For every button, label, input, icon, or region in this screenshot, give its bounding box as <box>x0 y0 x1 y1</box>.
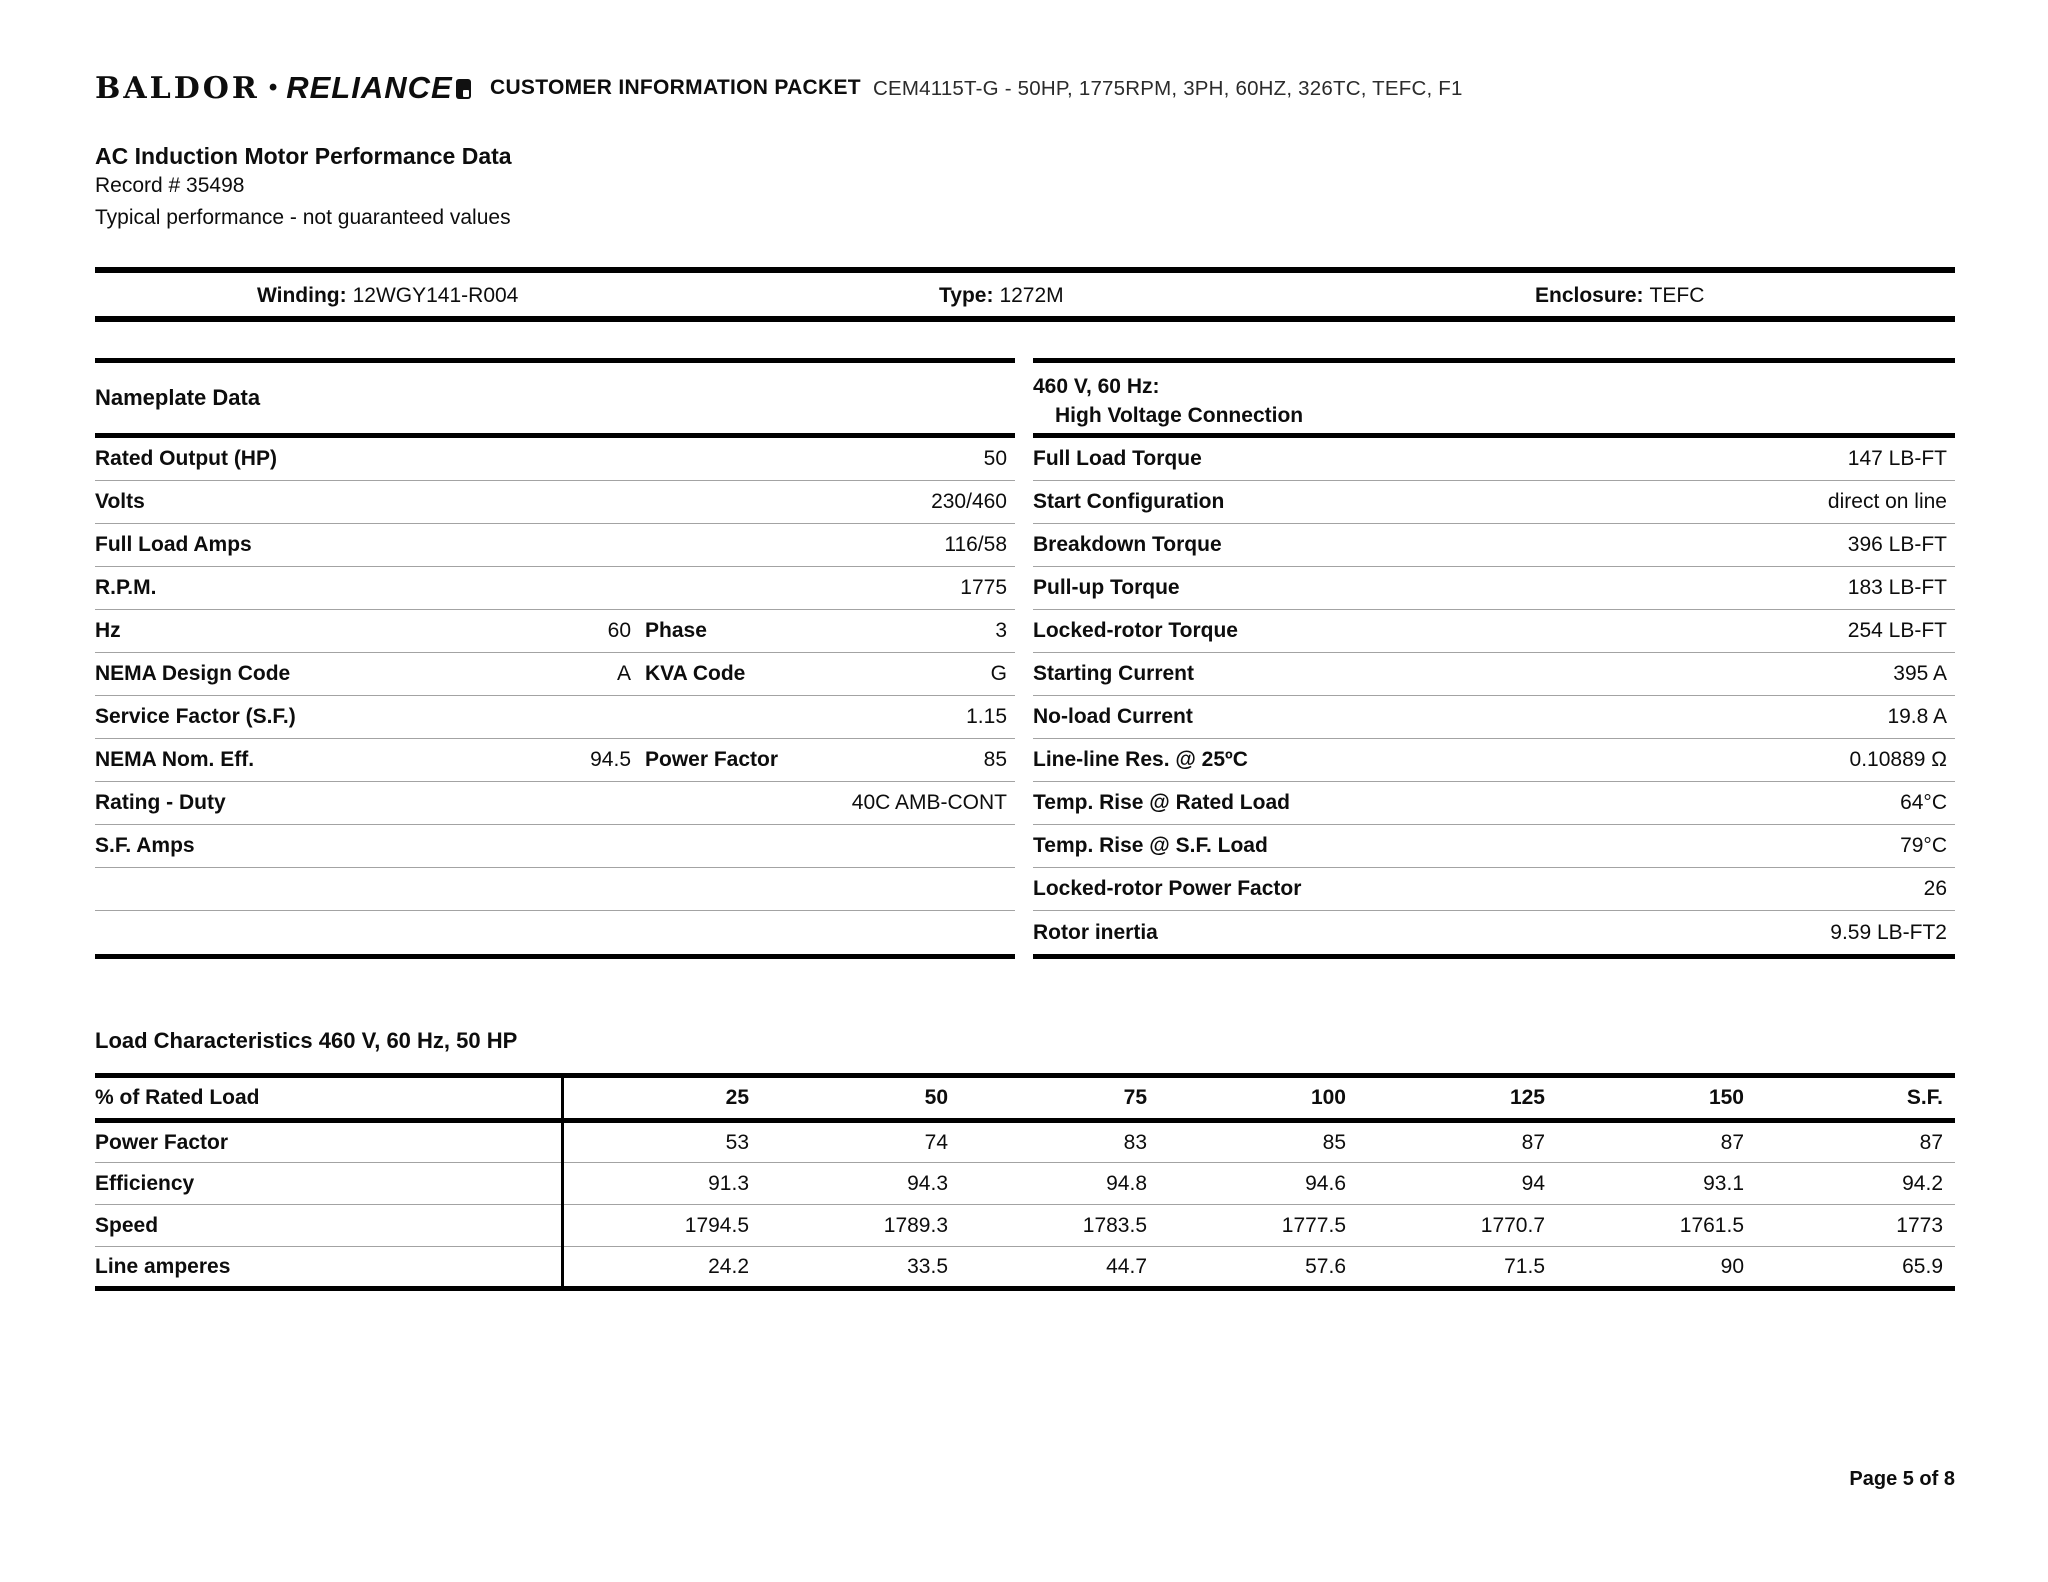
cell-value: 53 <box>562 1121 761 1163</box>
row-value: 147 LB-FT <box>1847 447 1947 470</box>
cell-value: 1794.5 <box>562 1205 761 1247</box>
packet-title: CUSTOMER INFORMATION PACKET <box>490 76 861 99</box>
row-label: Hz <box>95 619 121 642</box>
table-row <box>95 481 1015 524</box>
page-number: Page 5 of 8 <box>1849 1468 1955 1490</box>
row-value: 1.15 <box>966 705 1007 728</box>
table-row <box>1033 782 1955 825</box>
nameplate-data-table <box>95 358 1015 959</box>
cell-value: 57.6 <box>1305 1254 1346 1278</box>
connection-heading-line1: 460 V, 60 Hz: <box>1033 375 1160 398</box>
type-field <box>939 273 1064 316</box>
row-label: Rotor inertia <box>1033 920 1158 944</box>
table-row <box>95 825 1015 868</box>
winding-label: Winding: <box>257 284 347 307</box>
cell-value: 1761.5 <box>1557 1205 1756 1247</box>
row-second-label: Power Factor <box>645 748 779 771</box>
row-value: 26 <box>1923 877 1947 900</box>
cell-value: 87 <box>1358 1121 1557 1163</box>
row-label: Full Load Torque <box>1033 447 1202 470</box>
row-pair <box>95 748 645 772</box>
table-row <box>1033 524 1955 567</box>
row-label: Starting Current <box>1033 662 1195 685</box>
row-label: Temp. Rise @ Rated Load <box>1033 791 1290 814</box>
type-label: Type: <box>939 284 994 307</box>
row-label: Breakdown Torque <box>1033 533 1222 556</box>
connection-heading-line2: High Voltage Connection <box>1055 404 1304 427</box>
table-row <box>95 1205 1955 1247</box>
column-header: 150 <box>1557 1076 1756 1121</box>
trademark-icon <box>456 79 471 99</box>
row-label: Line amperes <box>95 1254 231 1278</box>
cell-value: 24.2 <box>562 1247 761 1289</box>
row-mid-value: 94.5 <box>590 748 631 771</box>
performance-note: Typical performance - not guaranteed values <box>95 206 511 229</box>
high-voltage-connection-table <box>1033 358 1955 959</box>
cell-value: 87 <box>1557 1121 1756 1163</box>
row-label: No-load Current <box>1033 705 1193 728</box>
table-row <box>95 438 1015 481</box>
table-row <box>95 524 1015 567</box>
row-label: NEMA Nom. Eff. <box>95 748 255 771</box>
row-value: 50 <box>983 447 1007 470</box>
motor-model-spec: CEM4115T-G - 50HP, 1775RPM, 3PH, 60HZ, 326TC, TEFC, F1 <box>873 77 1463 100</box>
table-row <box>95 739 1015 782</box>
column-header: % of Rated Load <box>95 1076 562 1121</box>
column-header: 25 <box>562 1076 761 1121</box>
row-label: Rated Output (HP) <box>95 447 277 470</box>
row-value: 183 LB-FT <box>1847 576 1947 599</box>
cell-value: 83 <box>960 1121 1159 1163</box>
row-mid-value: A <box>616 662 631 685</box>
cell-value: 94.6 <box>1159 1163 1358 1205</box>
cell-value: 94.3 <box>761 1163 960 1205</box>
baldor-reliance-logo <box>95 70 471 106</box>
row-label: R.P.M. <box>95 576 157 599</box>
row-value: 40C AMB-CONT <box>851 791 1007 814</box>
row-label: Pull-up Torque <box>1033 576 1180 599</box>
table-row <box>95 1247 1955 1289</box>
logo-reliance-text: RELIANCE <box>286 70 453 105</box>
table-row <box>1033 438 1955 481</box>
row-value: 395 A <box>1893 662 1947 685</box>
row-value: 116/58 <box>944 533 1007 556</box>
table-row <box>95 1121 1955 1163</box>
row-label: Efficiency <box>95 1163 562 1205</box>
row-label: Service Factor (S.F.) <box>95 705 296 728</box>
cell-value: 1777.5 <box>1159 1205 1358 1247</box>
table-row <box>95 653 1015 696</box>
cell-value: 85 <box>1159 1121 1358 1163</box>
cell-value: 90 <box>1720 1254 1744 1278</box>
cell-value: 1783.5 <box>960 1205 1159 1247</box>
row-value: 1775 <box>960 576 1007 599</box>
cell-value: 1789.3 <box>761 1205 960 1247</box>
row-value: 85 <box>983 748 1007 771</box>
cell-value: 87 <box>1756 1121 1955 1163</box>
table-header-row <box>95 1076 1955 1121</box>
cell-value: 1773 <box>1756 1205 1955 1247</box>
record-number: Record # 35498 <box>95 174 245 197</box>
row-label: Power Factor <box>95 1121 562 1163</box>
row-label: Volts <box>95 490 145 513</box>
winding-bar <box>95 267 1955 322</box>
table-row <box>1033 739 1955 782</box>
cell-value: 94 <box>1358 1163 1557 1205</box>
column-header: 50 <box>761 1076 960 1121</box>
logo-baldor-text: BALDOR <box>95 71 260 106</box>
enclosure-field <box>1535 273 1704 316</box>
row-mid-value: 60 <box>607 619 631 642</box>
column-header: 100 <box>1159 1076 1358 1121</box>
enclosure-value: TEFC <box>1649 284 1705 307</box>
table-row <box>1033 567 1955 610</box>
row-value: 9.59 LB-FT2 <box>1830 920 1947 944</box>
column-header: S.F. <box>1756 1076 1955 1121</box>
table-row <box>95 782 1015 825</box>
row-value: 254 LB-FT <box>1847 619 1947 642</box>
table-row <box>1033 911 1955 954</box>
load-characteristics-heading: Load Characteristics 460 V, 60 Hz, 50 HP <box>95 1028 518 1053</box>
row-label: NEMA Design Code <box>95 662 291 685</box>
column-header: 75 <box>960 1076 1159 1121</box>
row-value: 19.8 A <box>1887 705 1947 728</box>
cell-value: 94.2 <box>1756 1163 1955 1205</box>
enclosure-label: Enclosure: <box>1535 284 1644 307</box>
winding-field <box>257 273 518 316</box>
table-row <box>1033 481 1955 524</box>
table-row-empty <box>95 911 1015 954</box>
row-label: Rating - Duty <box>95 791 226 814</box>
row-label: S.F. Amps <box>95 834 195 857</box>
page-title: AC Induction Motor Performance Data <box>95 143 512 169</box>
table-row-empty <box>95 868 1015 911</box>
row-pair <box>95 662 645 686</box>
table-row <box>1033 868 1955 911</box>
row-label: Line-line Res. @ 25ºC <box>1033 748 1248 771</box>
table-row <box>95 696 1015 739</box>
row-label: Speed <box>95 1205 562 1247</box>
type-value: 1272M <box>999 284 1064 307</box>
row-value: 79°C <box>1900 834 1947 857</box>
logo-dot-icon: • <box>268 74 278 101</box>
load-characteristics-table <box>95 1073 1955 1291</box>
cell-value: 74 <box>761 1121 960 1163</box>
cell-value: 91.3 <box>562 1163 761 1205</box>
row-label: Temp. Rise @ S.F. Load <box>1033 834 1268 857</box>
cell-value: 1770.7 <box>1358 1205 1557 1247</box>
table-row <box>1033 696 1955 739</box>
row-label: Locked-rotor Power Factor <box>1033 877 1302 900</box>
row-label: Start Configuration <box>1033 490 1225 513</box>
row-second-label: KVA Code <box>645 662 746 685</box>
cell-value: 71.5 <box>1504 1254 1545 1278</box>
row-value: direct on line <box>1827 490 1947 513</box>
row-label: Full Load Amps <box>95 533 252 556</box>
row-value: 0.10889 Ω <box>1849 748 1947 771</box>
cell-value: 33.5 <box>907 1254 948 1278</box>
table-row <box>1033 825 1955 868</box>
row-value: 230/460 <box>931 490 1007 513</box>
row-value: G <box>990 662 1007 685</box>
winding-value: 12WGY141-R004 <box>352 284 519 307</box>
cell-value: 65.9 <box>1902 1254 1943 1278</box>
table-row <box>95 610 1015 653</box>
table-row <box>95 567 1015 610</box>
cell-value: 93.1 <box>1557 1163 1756 1205</box>
column-header: 125 <box>1358 1076 1557 1121</box>
cell-value: 44.7 <box>1106 1254 1147 1278</box>
cell-value: 94.8 <box>960 1163 1159 1205</box>
table-row <box>1033 653 1955 696</box>
table-row <box>95 1163 1955 1205</box>
connection-heading <box>1033 363 1955 438</box>
row-value: 64°C <box>1900 791 1947 814</box>
row-value: 3 <box>995 619 1007 642</box>
row-pair <box>95 619 645 643</box>
nameplate-heading: Nameplate Data <box>95 363 1015 438</box>
row-label: Locked-rotor Torque <box>1033 619 1238 642</box>
table-row <box>1033 610 1955 653</box>
row-second-label: Phase <box>645 619 707 642</box>
row-value: 396 LB-FT <box>1847 533 1947 556</box>
